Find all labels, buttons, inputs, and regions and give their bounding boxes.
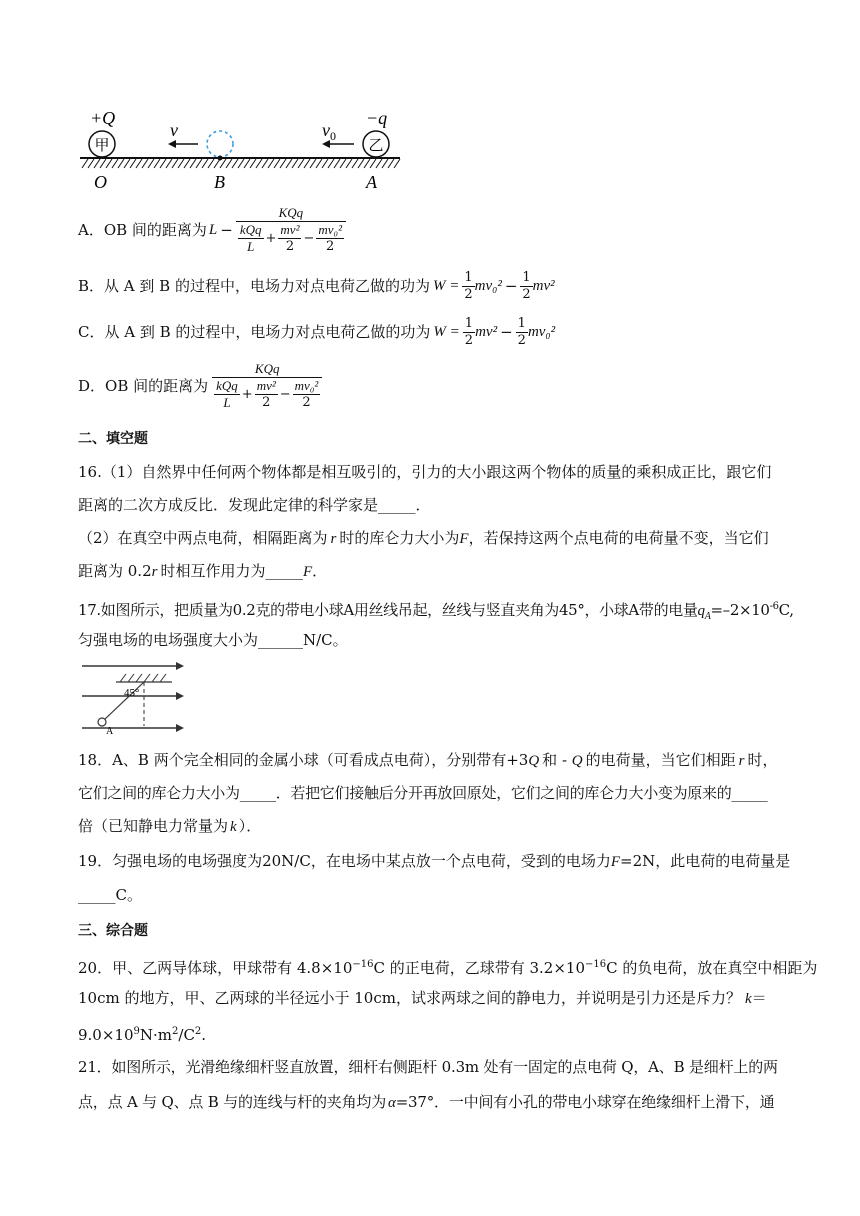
option-c bbox=[78, 314, 555, 350]
q20-l1c: C 的负电荷，放在真空中相距为 bbox=[606, 959, 818, 977]
d-d1-num: kQq bbox=[216, 378, 238, 393]
option-a-denominator: $\frac{\text{kQq}}{L}$ + $\frac{\text{mv²}}{2}$ − $\frac{\text{mv₀²}}{2}$ bbox=[239, 222, 342, 254]
b-minus: − bbox=[504, 277, 518, 295]
label-minus-q: −q bbox=[366, 108, 388, 128]
q21-l2a: 点，点 A 与 Q、点 B 与的连线与杆的夹角均为 bbox=[78, 1093, 386, 1111]
ball-jia-label: 甲 bbox=[94, 138, 110, 154]
field-arrow-3 bbox=[176, 724, 184, 732]
q16-l4a: 距离为 0.2 bbox=[78, 562, 152, 580]
option-d-fraction bbox=[212, 361, 322, 411]
a-d3-den: 2 bbox=[326, 239, 335, 254]
label-plus-q: +Q bbox=[90, 108, 116, 128]
field-arrow-2 bbox=[176, 692, 184, 700]
option-b-text: B．从 A 到 B 的过程中，电场力对点电荷乙做的功为 bbox=[78, 277, 430, 295]
ball-a bbox=[98, 718, 106, 726]
a-d2-den: 2 bbox=[285, 239, 295, 254]
q19-line1 bbox=[78, 850, 790, 873]
q16-line1: 16.（1）自然界中任何两个物体都是相互吸引的，引力的大小跟这两个物体的质量的乘积成正比，跟它们 bbox=[78, 463, 772, 481]
d-d1-den: L bbox=[223, 395, 231, 410]
option-b-w: W = bbox=[432, 278, 460, 294]
q17-qa-sub: A bbox=[704, 611, 711, 622]
b-f1-num: 1 bbox=[464, 269, 473, 285]
field-arrow-1 bbox=[176, 662, 184, 670]
q19-l1b: =2N，此电荷的电荷量是 bbox=[620, 852, 791, 870]
option-d-numerator: KQq bbox=[212, 361, 322, 378]
q16-l3a: （2）在真空中两点电荷，相隔距离为 bbox=[78, 529, 328, 547]
q20-e1: −16 bbox=[352, 959, 374, 970]
q20-l1a: 20．甲、乙两导体球，甲球带有 4.8×10 bbox=[78, 959, 353, 977]
option-a-fraction bbox=[236, 205, 346, 255]
q18-l1c: 的电荷量，当它们相距 bbox=[585, 751, 736, 769]
b-f2-num: 1 bbox=[522, 269, 531, 285]
dashed-ball-b bbox=[207, 131, 233, 157]
d-d2-num: mv² bbox=[256, 378, 276, 393]
q21-line1: 21．如图所示，光滑绝缘细杆竖直放置，细杆右侧距杆 0.3m 处有一固定的点电荷 Q，A、B 是细杆上的两 bbox=[78, 1058, 778, 1076]
b-f2-den: 2 bbox=[522, 286, 531, 302]
q16-F: F bbox=[459, 531, 469, 547]
q21-alpha: α bbox=[388, 1095, 396, 1111]
ball-yi-label: 乙 bbox=[368, 138, 384, 154]
q21-l2b: =37°．一中间有小孔的带电小球穿在绝缘细杆上滑下，通 bbox=[395, 1093, 775, 1111]
label-v0: $v_0$ bbox=[322, 120, 336, 143]
option-d bbox=[78, 356, 322, 416]
c-f2-den: 2 bbox=[517, 332, 526, 348]
d-plus: + bbox=[241, 386, 253, 402]
q20-l3b: N·m bbox=[139, 1026, 173, 1044]
option-c-text: C．从 A 到 B 的过程中，电场力对点电荷乙做的功为 bbox=[78, 323, 431, 341]
label-o: O bbox=[94, 172, 107, 192]
option-a-l: L bbox=[208, 222, 218, 238]
a-d1-den: L bbox=[247, 239, 255, 254]
c-f2-num: 1 bbox=[517, 315, 526, 331]
a-plus: + bbox=[265, 230, 277, 246]
q20-l2a: 10cm 的地方，甲、乙两球的半径远小于 10cm，试求两球之间的静电力，并说明是引力还是斥力？ bbox=[78, 989, 741, 1007]
q20-e3: 9 bbox=[133, 1026, 140, 1037]
q17-line1 bbox=[78, 596, 794, 628]
q16-line3 bbox=[78, 527, 769, 550]
q20-l2b: ＝ bbox=[751, 989, 767, 1007]
q16-r2: r bbox=[151, 564, 158, 580]
b-term2: mv² bbox=[532, 278, 555, 294]
q20-k: k bbox=[744, 991, 752, 1007]
c-f1-num: 1 bbox=[464, 315, 474, 331]
q17-l1b: =–2×10 bbox=[710, 601, 770, 619]
d-d2-den: 2 bbox=[262, 395, 271, 410]
q16-l4b: 时相互作用力为_____ bbox=[160, 562, 303, 580]
q19-F: F bbox=[610, 854, 621, 870]
c-term2: mv₀² bbox=[527, 324, 556, 340]
q20-line3 bbox=[78, 1021, 206, 1046]
option-a-text: A．OB 间的距离为 bbox=[78, 221, 207, 239]
section-2-title: 二、填空题 bbox=[78, 431, 148, 447]
q16-l3c: ，若保持这两个点电荷的电荷量不变，当它们 bbox=[468, 529, 769, 547]
d-d3-den: 2 bbox=[302, 395, 311, 410]
q18-q2: Q bbox=[571, 753, 583, 769]
q18-k: k bbox=[230, 819, 237, 835]
c-minus: − bbox=[500, 323, 513, 341]
c-term1: mv² bbox=[475, 324, 498, 340]
q20-l1b: C 的正电荷，乙球带有 3.2×10 bbox=[373, 959, 586, 977]
q18-l3b: ）． bbox=[238, 817, 262, 835]
q18-line3 bbox=[78, 815, 261, 838]
figure-charges-on-track bbox=[74, 104, 406, 196]
option-a bbox=[78, 200, 346, 260]
option-b bbox=[78, 268, 555, 304]
q16-l4c: ． bbox=[312, 562, 328, 580]
q17-l1c: C, bbox=[778, 601, 794, 619]
option-d-denominator: $\frac{\text{kQq}}{L}$ + $\frac{\text{mv²}}{2}$ − $\frac{\text{mv₀²}}{2}$ bbox=[216, 378, 319, 410]
q18-l1a: 18．A、B 两个完全相同的金属小球（可看成点电荷），分别带有+3 bbox=[78, 751, 529, 769]
d-d3-num: mv₀² bbox=[294, 378, 319, 393]
q17-exp: -6 bbox=[769, 601, 779, 612]
q20-l3c: /C bbox=[178, 1026, 195, 1044]
ceiling-hatch bbox=[120, 674, 166, 682]
b-term1: mv₀² bbox=[474, 278, 502, 294]
a-d1-num: kQq bbox=[239, 222, 262, 237]
ground-hatch bbox=[82, 159, 400, 168]
b-f1-den: 2 bbox=[464, 286, 473, 302]
q20-line1 bbox=[78, 954, 817, 979]
option-a-numerator: KQq bbox=[236, 205, 346, 222]
q20-e4: 2 bbox=[172, 1026, 179, 1037]
q18-l1d: 时， bbox=[747, 751, 778, 769]
q16-line4 bbox=[78, 560, 327, 583]
angle-label: 45° bbox=[124, 687, 140, 699]
q18-line2: 它们之间的库仑力大小为_____．若把它们接触后分开再放回原处，它们之间的库仑力大小变为原来的_____ bbox=[78, 784, 768, 802]
q18-l1b: 和 - bbox=[542, 751, 572, 769]
label-b: B bbox=[214, 172, 225, 192]
q18-q1: Q bbox=[528, 753, 540, 769]
q18-r: r bbox=[738, 753, 745, 769]
label-a: A bbox=[366, 172, 377, 192]
q16-line2: 距离的二次方成反比．发现此定律的科学家是_____． bbox=[78, 496, 431, 514]
q17-line2: 匀强电场的电场强度大小为______N/C。 bbox=[78, 631, 348, 649]
q20-l3a: 9.0×10 bbox=[78, 1026, 134, 1044]
c-f1-den: 2 bbox=[464, 332, 474, 348]
q21-line2 bbox=[78, 1091, 774, 1114]
option-c-w: W = bbox=[433, 324, 460, 340]
ball-a-label: A bbox=[106, 726, 114, 737]
a-d3-num: mv₀² bbox=[318, 222, 342, 237]
label-v: v bbox=[170, 120, 178, 140]
arrow-v-head bbox=[168, 140, 176, 148]
q16-l3b: 时的库仑力大小为 bbox=[339, 529, 460, 547]
q20-e5: 2 bbox=[194, 1026, 202, 1037]
arrow-v0-head bbox=[322, 140, 330, 148]
option-a-minus: − bbox=[220, 221, 233, 239]
section-3-title: 三、综合题 bbox=[78, 923, 148, 939]
q20-line2 bbox=[78, 987, 767, 1010]
q19-line2: _____C。 bbox=[78, 886, 142, 904]
q20-e2: −16 bbox=[585, 959, 607, 970]
q16-F2: F bbox=[302, 564, 313, 580]
option-d-text: D．OB 间的距离为 bbox=[78, 377, 209, 395]
q18-line1 bbox=[78, 749, 778, 772]
a-d2-num: mv² bbox=[280, 222, 300, 237]
q17-l1a: 17.如图所示，把质量为0.2克的带电小球A用丝线吊起，丝线与竖直夹角为45°，小球A带的电量 bbox=[78, 601, 698, 619]
figure-pendulum-field bbox=[76, 656, 194, 738]
q18-l3a: 倍（已知静电力常量为 bbox=[78, 817, 229, 835]
q20-l3d: . bbox=[201, 1026, 207, 1044]
q16-r: r bbox=[330, 531, 337, 547]
q17-qa: q bbox=[697, 603, 705, 619]
q19-l1a: 19．匀强电场的电场强度为20N/C，在电场中某点放一个点电荷，受到的电场力 bbox=[78, 852, 611, 870]
